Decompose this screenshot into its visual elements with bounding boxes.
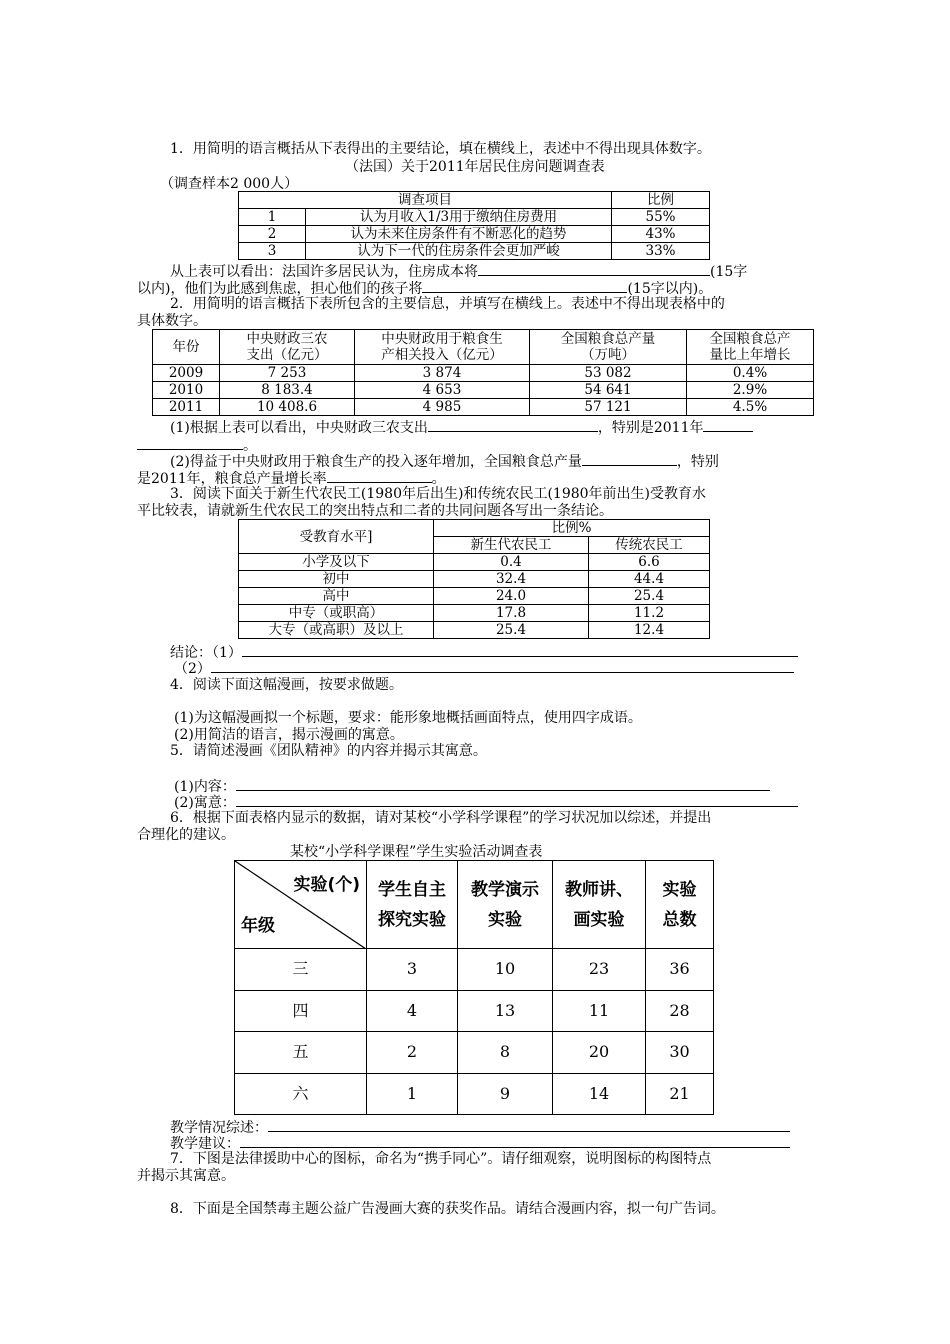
- q6-summary: 教学情况综述：: [170, 1118, 790, 1137]
- answer-blank[interactable]: [211, 659, 794, 673]
- table-row: 2 认为未来住房条件有不断恶化的趋势 43%: [239, 226, 710, 243]
- q2-stem-line1: 2．用简明的语言概括下表所包含的主要信息，并填写在横线上。表述中不得出现表格中的: [170, 296, 725, 312]
- q5-content: (1)内容：: [174, 777, 770, 796]
- q1-header-ratio: 比例: [612, 192, 710, 209]
- q5-meaning: (2)寓意：: [174, 793, 798, 812]
- q6-corner-cell: 实验(个) 年级: [235, 861, 367, 949]
- q4-part1: (1)为这幅漫画拟一个标题，要求：能形象地概括画面特点，使用四字成语。: [174, 710, 642, 726]
- q7-stem-line2: 并揭示其寓意。: [137, 1168, 235, 1184]
- q4-stem: 4．阅读下面这幅漫画，按要求做题。: [170, 677, 403, 693]
- q6-stem-line2: 合理化的建议。: [137, 827, 235, 843]
- table-row: 五 2 8 20 30: [235, 1032, 714, 1074]
- table-row: 高中 24.0 25.4: [239, 588, 710, 605]
- q6-table: 实验(个) 年级 学生自主 探究实验 教学演示 实验 教师讲、 画实验 实验 总数 三 3 10 23 36 四 4 13 11 28 五 2 8 20 30 六 1 9 14 21: [234, 860, 714, 1115]
- table-row: 1 认为月收入1/3用于缴纳住房费用 55%: [239, 209, 710, 226]
- answer-blank[interactable]: [236, 793, 798, 807]
- q1-stem: 1．用简明的语言概括从下表得出的主要结论，填在横线上，表述中不得出现具体数字。: [170, 141, 711, 157]
- answer-blank[interactable]: [478, 262, 710, 276]
- q2-stem-line2: 具体数字。: [137, 313, 207, 329]
- q1-sample-note: （调查样本2 000人）: [160, 176, 299, 192]
- q2-answer-2: (2)得益于中央财政用于粮食生产的投入逐年增加，全国粮食总产量 ，特别: [170, 454, 719, 470]
- q1-table: [238, 191, 710, 260]
- answer-blank[interactable]: [703, 418, 753, 432]
- table-row: 三 3 10 23 36: [235, 949, 714, 991]
- table-row: 大专（或高职）及以上 25.4 12.4: [239, 622, 710, 639]
- q3-conclusion-1: 结论：（1）: [170, 643, 798, 662]
- answer-blank[interactable]: [428, 418, 598, 432]
- table-row: 初中 32.4 44.4: [239, 571, 710, 588]
- table-row: 2010 8 183.4 4 653 54 641 2.9%: [153, 382, 814, 399]
- q3-table: 受教育水平] 比例% 新生代农民工 传统农民工 小学及以下 0.4 6.6 初中 32.4 44.4 高中 24.0 25.4 中专（或职高） 17.8 11.2 大专（或高职）及以上 25.4 12.4: [238, 519, 710, 639]
- table-row: 2009 7 253 3 874 53 082 0.4%: [153, 365, 814, 382]
- answer-blank[interactable]: [240, 1134, 790, 1148]
- q1-answer-line2: 以内)，他们为此感到焦虑，担心他们的孩子将 (15字以内)。: [137, 281, 713, 297]
- table-row: 2011 10 408.6 4 985 57 121 4.5%: [153, 399, 814, 416]
- q3-conclusion-2: （2）: [174, 659, 794, 678]
- q3-stem-line1: 3．阅读下面关于新生代农民工(1980年后出生)和传统农民工(1980年前出生)受教育水: [170, 486, 707, 502]
- answer-blank[interactable]: [137, 436, 243, 450]
- answer-blank[interactable]: [327, 469, 432, 483]
- q2-answer-2-cont: 是2011年，粮食总产量增长率 。: [137, 471, 446, 487]
- q1-table-title: （法国）关于2011年居民住房问题调查表: [345, 159, 605, 175]
- q7-stem-line1: 7．下图是法律援助中心的图标，命名为“携手同心”。请仔细观察，说明图标的构图特点: [170, 1151, 712, 1167]
- q6-stem-line1: 6．根据下面表格内显示的数据，请对某校“小学科学课程”的学习状况加以综述，并提出: [170, 810, 712, 826]
- table-row: 中专（或职高） 17.8 11.2: [239, 605, 710, 622]
- table-row: 六 1 9 14 21: [235, 1073, 714, 1115]
- answer-blank[interactable]: [236, 777, 770, 791]
- answer-blank[interactable]: [242, 643, 798, 657]
- q8-stem: 8．下面是全国禁毒主题公益广告漫画大赛的获奖作品。请结合漫画内容，拟一句广告词。: [170, 1201, 725, 1217]
- answer-blank[interactable]: [268, 1118, 790, 1132]
- q4-part2: (2)用简洁的语言，揭示漫画的寓意。: [174, 727, 404, 743]
- table-row: 四 4 13 11 28: [235, 990, 714, 1032]
- q1-header-item: 调查项目: [239, 192, 612, 209]
- answer-blank[interactable]: [582, 452, 677, 466]
- q2-answer-1-cont: 。: [137, 436, 257, 455]
- q5-stem: 5．请简述漫画《团队精神》的内容并揭示其寓意。: [170, 743, 487, 759]
- q1-answer-line1: 从上表可以看出：法国许多居民认为，住房成本将 (15字: [170, 264, 748, 280]
- q6-table-title: 某校“小学科学课程”学生实验活动调查表: [290, 844, 543, 860]
- table-row: 3 认为下一代的住房条件会更加严峻 33%: [239, 243, 710, 260]
- q2-table: 年份 中央财政三农 支出（亿元） 中央财政用于粮食生 产相关投入（亿元） 全国粮食总产量 （万吨） 全国粮食总产 量比上年增长 2009 7 253 3 874 53 082 0.4% 2010 8 183.4 4 653 54 641 2.9% 2011 10 408.6 4 985 57 121 4.5%: [152, 329, 814, 416]
- answer-blank[interactable]: [422, 279, 627, 293]
- q6-suggestion: 教学建议：: [170, 1134, 790, 1153]
- q2-answer-1: (1)根据上表可以看出，中央财政三农支出 ，特别是2011年: [170, 418, 753, 437]
- table-row: 小学及以下 0.4 6.6: [239, 554, 710, 571]
- q3-stem-line2: 平比较表，请就新生代农民工的突出特点和二者的共同问题各写出一条结论。: [137, 503, 613, 519]
